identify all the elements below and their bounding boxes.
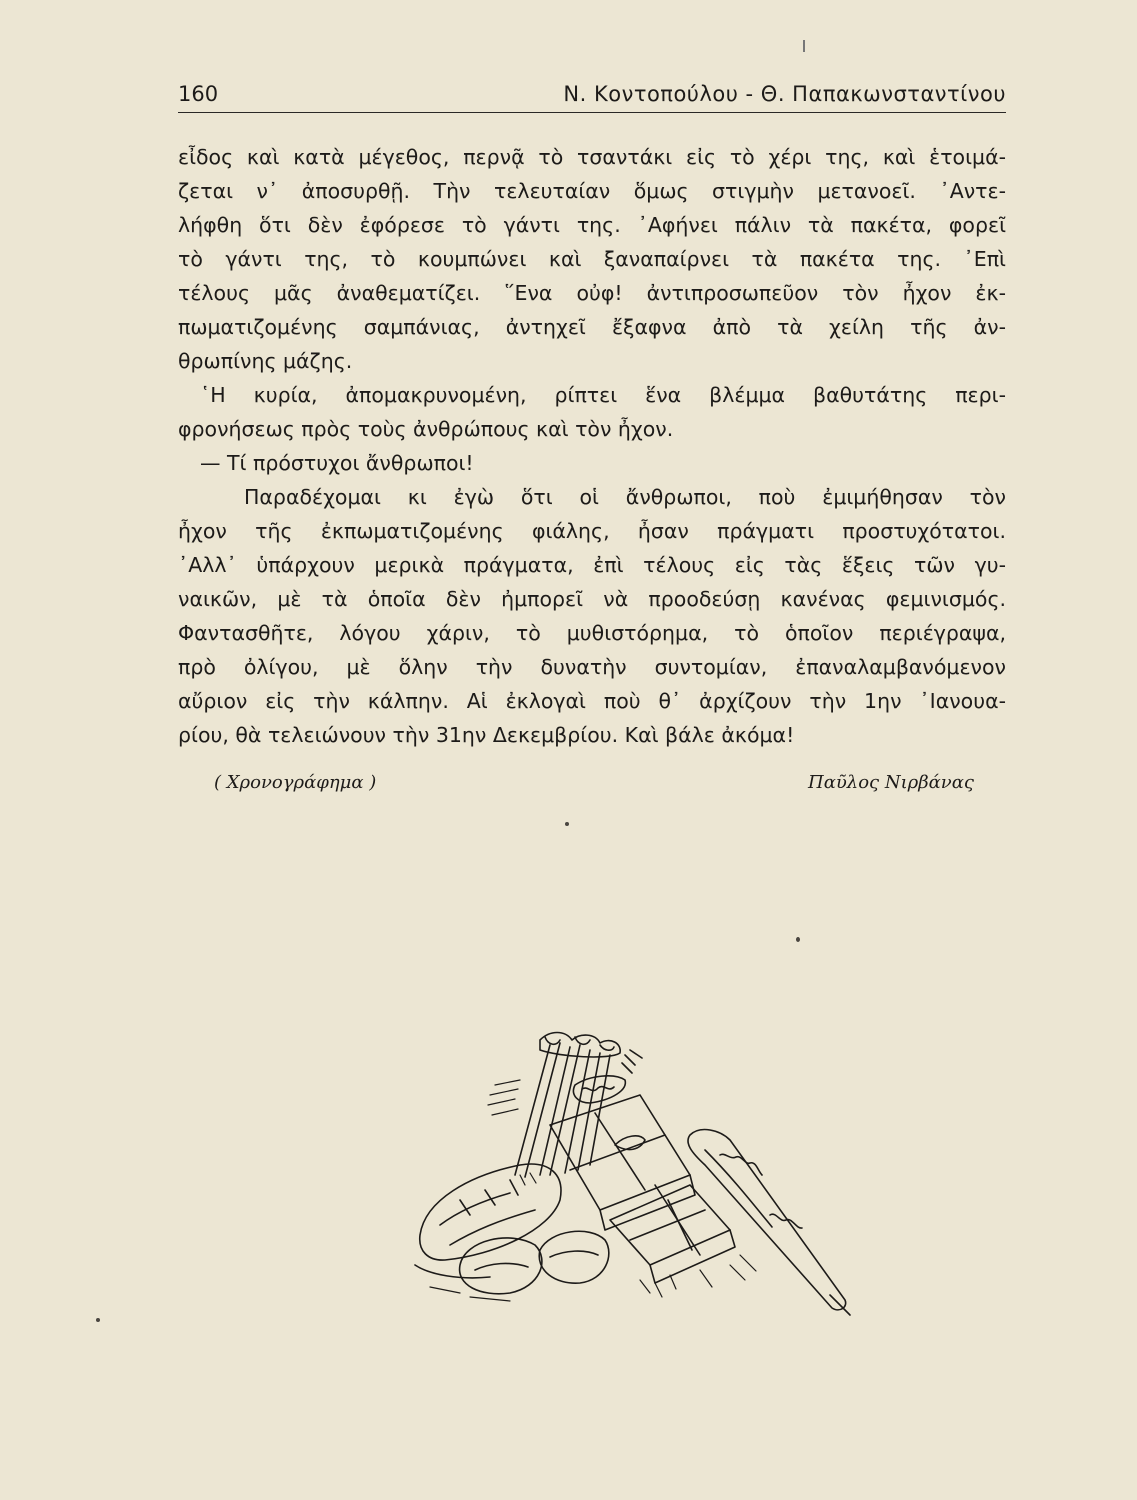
ink-speck (96, 1318, 100, 1322)
text-line: εἶδος καὶ κατὰ μέγεθος, περνᾷ τὸ τσαντάκι εἰς τὸ χέρι της, καὶ ἑτοιμά- (178, 145, 1006, 169)
text-line: Παραδέχομαι κι ἐγὼ ὅτι οἱ ἄνθρωποι, ποὺ ἐμιμήθησαν τὸν (244, 485, 1006, 509)
text-line: πρὸ ὀλίγου, μὲ ὅλην τὴν δυνατὴν συντομίαν, ἐπαναλαμβανόμενον (178, 655, 1006, 679)
margin-mark (803, 40, 805, 52)
signature-block (214, 772, 974, 800)
ink-speck (565, 822, 569, 826)
text-line: ναικῶν, μὲ τὰ ὁποῖα δὲν ἠμπορεῖ νὰ προοδεύσῃ κανένας φεμινισμός. (178, 587, 1006, 611)
text-line: Φαντασθῆτε, λόγου χάριν, τὸ μυθιστόρημα, τὸ ὁποῖον περιέγραψα, (178, 621, 1006, 645)
text-line: φρονήσεως πρὸς τοὺς ἀνθρώπους καὶ τὸν ἦχον. (178, 417, 674, 441)
text-line: ᾽Αλλ᾽ ὑπάρχουν μερικὰ πράγματα, ἐπὶ τέλους εἰς τὰς ἕξεις τῶν γυ- (178, 553, 1006, 577)
text-line: αὔριον εἰς τὴν κάλπην. Αἱ ἐκλογαὶ ποὺ θ᾽ ἀρχίζουν τὴν 1ην ᾽Ιανουα- (178, 689, 1006, 713)
gift-parcel-sketch (550, 1095, 735, 1283)
text-line: θρωπίνης μάζης. (178, 349, 353, 373)
text-line: πωματιζομένης σαμπάνιας, ἀντηχεῖ ἔξαφνα ἀπὸ τὰ χείλη τῆς ἀν- (178, 315, 1006, 339)
running-head: Ν. Κοντοπούλου - Θ. Παπακωνσταντίνου (563, 82, 1006, 106)
text-line: τέλους μᾶς ἀναθεματίζει. ῞Ενα οὐφ! ἀντιπροσωπεῦον τὸν ἦχον ἐκ- (178, 281, 1006, 305)
ink-speck (796, 937, 800, 942)
dialogue-line: — Τί πρόστυχοι ἄνθρωποι! (200, 451, 474, 475)
bread-and-gift-parcels-sketch-icon (400, 1025, 860, 1325)
page-number: 160 (178, 82, 219, 106)
body-text (178, 140, 1006, 752)
text-line: ῾Η κυρία, ἀπομακρυνομένη, ρίπτει ἕνα βλέμμα βαθυτάτης περι- (200, 383, 1006, 407)
genre-label: ( Χρονογράφημα ) (214, 772, 377, 793)
text-line: ρίου, θὰ τελειώνουν τὴν 31ην Δεκεμβρίου. Καὶ βάλε ἀκόμα! (178, 723, 795, 747)
round-bread-sketch (460, 1231, 609, 1293)
text-line: ἦχον τῆς ἐκπωματιζομένης φιάλης, ἦσαν πράγματι προστυχότατοι. (178, 519, 1006, 543)
text-line: ζεται ν᾽ ἀποσυρθῇ. Τὴν τελευταίαν ὅμως στιγμὴν μετανοεῖ. ᾽Αντε- (178, 179, 1006, 203)
author-name: Παῦλος Νιρβάνας (808, 772, 974, 793)
page-header (178, 80, 1006, 113)
text-line: λήφθη ὅτι δὲν ἐφόρεσε τὸ γάντι της. ᾽Αφήνει πάλιν τὰ πακέτα, φορεῖ (178, 213, 1006, 237)
text-line: τὸ γάντι της, τὸ κουμπώνει καὶ ξαναπαίρνει τὰ πακέτα της. ᾽Επὶ (178, 247, 1006, 271)
